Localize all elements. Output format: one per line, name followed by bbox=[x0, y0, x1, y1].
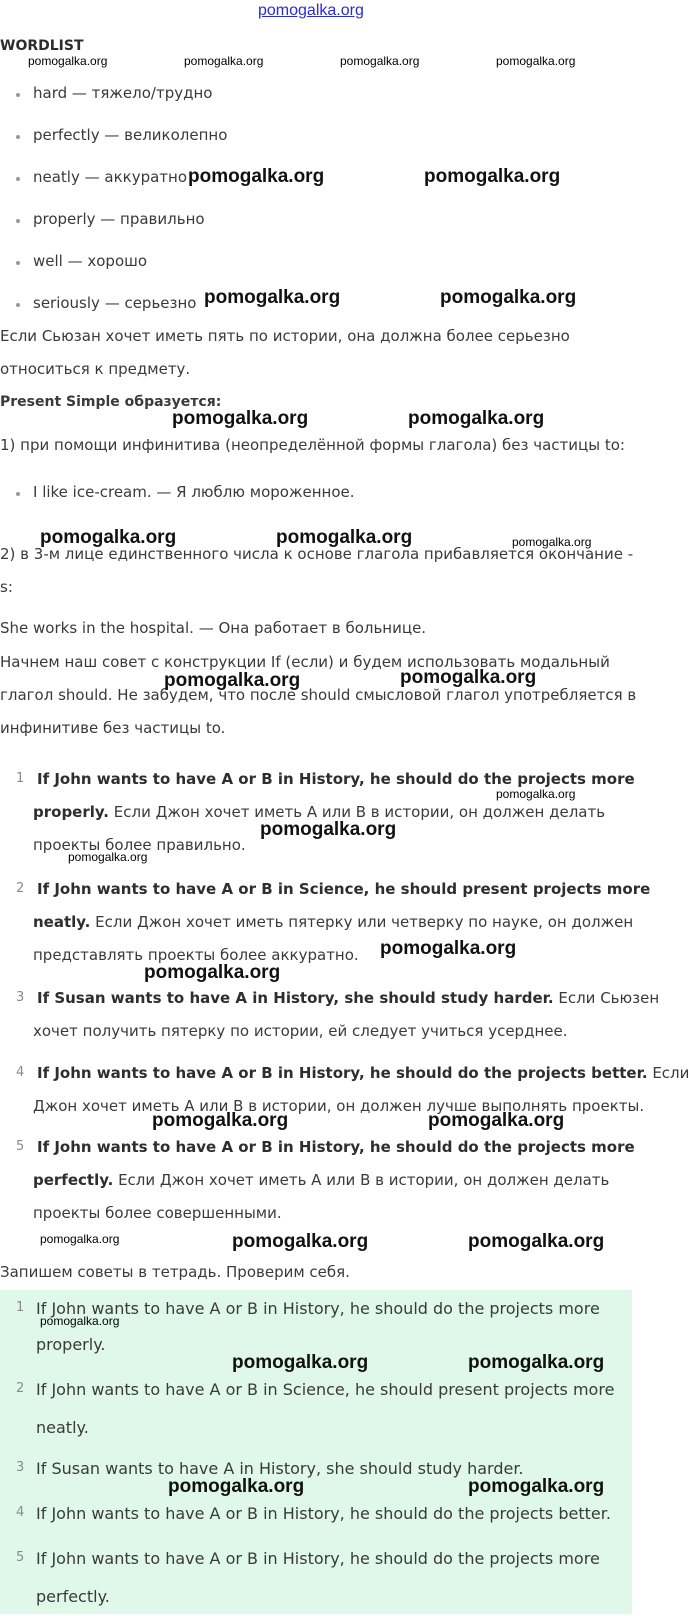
bullet-dot bbox=[16, 219, 20, 223]
paragraph-line: глагол should. Не забудем, что после should смысловой глагол употребляется в bbox=[0, 686, 637, 704]
watermark: pomogalka.org bbox=[40, 1232, 120, 1246]
watermark: pomogalka.org bbox=[468, 1476, 605, 1497]
paragraph-line: относиться к предмету. bbox=[0, 360, 191, 378]
item-text: Если Сьюзен bbox=[553, 989, 660, 1007]
watermark: pomogalka.org bbox=[424, 166, 561, 187]
watermark: pomogalka.org bbox=[28, 54, 108, 68]
list-item: seriously — серьезно bbox=[33, 294, 197, 312]
answer-line: If John wants to have A or B in History, he should do the projects more bbox=[36, 1549, 600, 1568]
answer-line: neatly. bbox=[36, 1418, 89, 1437]
answer-line: If John wants to have A or B in Science, he should present projects more bbox=[36, 1380, 615, 1399]
watermark: pomogalka.org bbox=[496, 787, 576, 801]
answer-line: perfectly. bbox=[36, 1587, 110, 1606]
watermark: pomogalka.org bbox=[468, 1352, 605, 1373]
list-item: perfectly — великолепно bbox=[33, 126, 228, 144]
paragraph-line: Если Сьюзан хочет иметь пять по истории, она должна более серьезно bbox=[0, 327, 570, 345]
bullet-dot bbox=[16, 135, 20, 139]
list-item: I like ice-cream. — Я люблю мороженное. bbox=[33, 483, 355, 501]
paragraph-line: She works in the hospital. — Она работает в больнице. bbox=[0, 619, 427, 637]
watermark: pomogalka.org bbox=[232, 1352, 369, 1373]
section-title: Present Simple образуется: bbox=[0, 394, 222, 410]
item-text: Если Джон хочет иметь А или В в истории, он должен делать bbox=[109, 803, 606, 821]
item-number: 1 bbox=[16, 1300, 25, 1315]
watermark: pomogalka.org bbox=[40, 527, 177, 548]
watermark: pomogalka.org bbox=[40, 1314, 120, 1328]
item-number: 2 bbox=[16, 881, 25, 896]
paragraph-line: Запишем советы в тетрадь. Проверим себя. bbox=[0, 1263, 350, 1281]
item-number: 3 bbox=[16, 1460, 25, 1475]
watermark: pomogalka.org bbox=[276, 527, 413, 548]
watermark: pomogalka.org bbox=[168, 1476, 305, 1497]
item-number: 2 bbox=[16, 1381, 25, 1396]
item-bold: perfectly. bbox=[33, 1171, 114, 1189]
paragraph-line: 1) при помощи инфинитива (неопределённой формы глагола) без частицы to: bbox=[0, 436, 625, 454]
watermark: pomogalka.org bbox=[440, 287, 577, 308]
answer-line: properly. bbox=[36, 1335, 106, 1354]
item-text: Если Джон хочет иметь А или В в истории, он должен делать bbox=[113, 1171, 610, 1189]
watermark: pomogalka.org bbox=[204, 287, 341, 308]
list-item: properly — правильно bbox=[33, 210, 205, 228]
item-text: представлять проекты более аккуратно. bbox=[33, 946, 359, 964]
item-text: Джон хочет иметь А или В в истории, он должен лучше выполнять проекты. bbox=[33, 1097, 645, 1115]
item-text: проекты более совершенными. bbox=[33, 1204, 282, 1222]
watermark: pomogalka.org bbox=[428, 1110, 565, 1131]
item-number: 4 bbox=[16, 1505, 25, 1520]
paragraph-line: 2) в 3-м лице единственного числа к основе глагола прибавляется окончание - bbox=[0, 545, 634, 563]
item-number: 5 bbox=[16, 1139, 25, 1154]
item-number: 4 bbox=[16, 1065, 25, 1080]
item-bold: If Susan wants to have A in History, she should study harder. bbox=[37, 989, 554, 1007]
paragraph-line: s: bbox=[0, 578, 13, 596]
watermark: pomogalka.org bbox=[144, 962, 281, 983]
watermark: pomogalka.org bbox=[340, 54, 420, 68]
item-text: Если Джон хочет иметь пятерку или четверку по науке, он должен bbox=[90, 913, 634, 931]
answer-line: If John wants to have A or B in History, he should do the projects more bbox=[36, 1299, 600, 1318]
watermark: pomogalka.org bbox=[188, 166, 325, 187]
watermark: pomogalka.org bbox=[68, 850, 148, 864]
wordlist-heading: WORDLIST bbox=[0, 38, 84, 54]
item-number: 3 bbox=[16, 990, 25, 1005]
watermark: pomogalka.org bbox=[496, 54, 576, 68]
item-bold: If John wants to have A or B in History, he should do the projects more bbox=[37, 1138, 635, 1156]
bullet-dot bbox=[16, 93, 20, 97]
item-bold: neatly. bbox=[33, 913, 91, 931]
bullet-dot bbox=[16, 492, 20, 496]
bullet-dot bbox=[16, 177, 20, 181]
bullet-dot bbox=[16, 303, 20, 307]
paragraph-line: инфинитиве без частицы to. bbox=[0, 719, 226, 737]
watermark: pomogalka.org bbox=[232, 1231, 369, 1252]
item-bold: If John wants to have A or B in History, he should do the projects better. bbox=[37, 1064, 648, 1082]
item-text: Если bbox=[647, 1064, 689, 1082]
item-bold: properly. bbox=[33, 803, 109, 821]
watermark: pomogalka.org bbox=[164, 670, 301, 691]
watermark: pomogalka.org bbox=[468, 1231, 605, 1252]
watermark: pomogalka.org bbox=[408, 408, 545, 429]
answer-line: If Susan wants to have A in History, she should study harder. bbox=[36, 1459, 524, 1478]
answer-line: If John wants to have A or B in History, he should do the projects better. bbox=[36, 1504, 611, 1523]
list-item: hard — тяжело/трудно bbox=[33, 84, 213, 102]
watermark: pomogalka.org bbox=[380, 938, 517, 959]
item-bold: If John wants to have A or B in Science, he should present projects more bbox=[37, 880, 651, 898]
watermark: pomogalka.org bbox=[172, 408, 309, 429]
bullet-dot bbox=[16, 261, 20, 265]
watermark: pomogalka.org bbox=[184, 54, 264, 68]
item-number: 5 bbox=[16, 1550, 25, 1565]
list-item: well — хорошо bbox=[33, 252, 148, 270]
item-number: 1 bbox=[16, 771, 25, 786]
watermark: pomogalka.org bbox=[152, 1110, 289, 1131]
watermark-link[interactable]: pomogalka.org bbox=[258, 2, 364, 19]
watermark: pomogalka.org bbox=[260, 819, 397, 840]
watermark: pomogalka.org bbox=[400, 667, 537, 688]
list-item: neatly — аккуратно bbox=[33, 168, 188, 186]
item-text: хочет получить пятерку по истории, ей следует учиться усерднее. bbox=[33, 1022, 568, 1040]
watermark: pomogalka.org bbox=[512, 535, 592, 549]
item-bold: If John wants to have A or B in History, he should do the projects more bbox=[37, 770, 635, 788]
paragraph-line: Начнем наш совет с конструкции If (если) и будем использовать модальный bbox=[0, 653, 610, 671]
item-text: проекты более правильно. bbox=[33, 836, 246, 854]
